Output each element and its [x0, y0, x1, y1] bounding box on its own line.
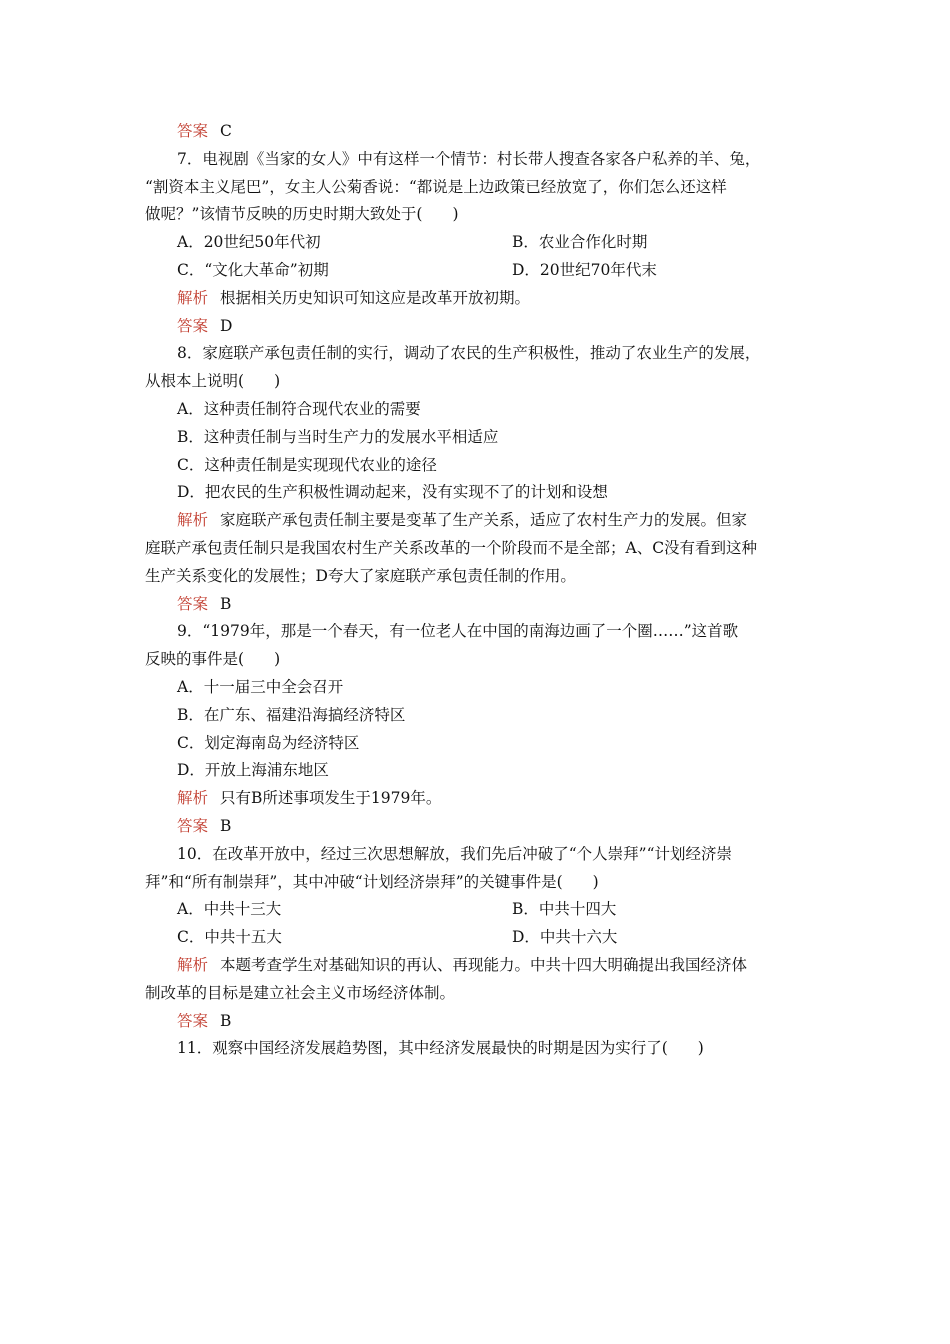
analysis-label: 解析 — [177, 955, 209, 974]
answer-label: 答案 — [177, 594, 209, 613]
q7-options-row-2 — [145, 257, 810, 285]
q8-analysis-line-3: 生产关系变化的发展性；D夸大了家庭联产承包责任制的作用。 — [145, 566, 576, 585]
q9-option-d: D．开放上海浦东地区 — [177, 761, 329, 780]
q8-stem-line-1: 8．家庭联产承包责任制的实行，调动了农民的生产积极性，推动了农业生产的发展， — [177, 344, 761, 363]
q10-analysis-line-1: 解析 本题考查学生对基础知识的再认、再现能力。中共十四大明确提出我国经济体 — [177, 955, 748, 974]
answer-value: B — [220, 816, 232, 835]
q10-answer — [145, 1008, 810, 1036]
q7-stem-line-2: “割资本主义尾巴”，女主人公菊香说：“都说是上边政策已经放宽了，你们怎么还这样 — [145, 177, 727, 196]
q7-stem-line-3: 做呢？”该情节反映的历史时期大致处于( ) — [145, 205, 459, 224]
q6-answer — [145, 118, 810, 146]
q7-option-a: A．20世纪50年代初 — [177, 233, 321, 252]
document-body — [145, 118, 810, 1063]
q7-options-row-1 — [145, 229, 810, 257]
answer-value: D — [220, 316, 233, 335]
q10-option-c: C．中共十五大 — [177, 928, 282, 947]
q7-option-c: C．“文化大革命”初期 — [177, 260, 329, 279]
q10-option-a: A．中共十三大 — [177, 900, 282, 919]
q10-stem-line-2: 拜”和“所有制崇拜”，其中冲破“计划经济崇拜”的关键事件是( ) — [145, 872, 599, 891]
q9-stem-line-1: 9．“1979年，那是一个春天，有一位老人在中国的南海边画了一个圈……”这首歌 — [177, 622, 739, 641]
q8-option-a: A．这种责任制符合现代农业的需要 — [177, 399, 421, 418]
q8-stem-line-2: 从根本上说明( ) — [145, 372, 281, 391]
q9-option-b: B．在广东、福建沿海搞经济特区 — [177, 705, 406, 724]
q7-option-b: B．农业合作化时期 — [512, 233, 648, 252]
q7-answer — [145, 313, 810, 341]
q8-option-c: C．这种责任制是实现现代农业的途径 — [177, 455, 437, 474]
answer-label: 答案 — [177, 816, 209, 835]
q8-option-d: D．把农民的生产积极性调动起来，没有实现不了的计划和设想 — [177, 483, 608, 502]
q9-answer — [145, 813, 810, 841]
q10-analysis-line-2: 制改革的目标是建立社会主义市场经济体制。 — [145, 983, 456, 1002]
q10-options-row-2 — [145, 924, 810, 952]
q9-stem-line-2: 反映的事件是( ) — [145, 650, 281, 669]
analysis-label: 解析 — [177, 789, 209, 808]
answer-value: B — [220, 1011, 232, 1030]
answer-label: 答案 — [177, 316, 209, 335]
q9-analysis: 解析 只有B所述事项发生于1979年。 — [177, 789, 442, 808]
q10-option-b: B．中共十四大 — [512, 900, 617, 919]
q8-analysis-line-1: 解析 家庭联产承包责任制主要是变革了生产关系，适应了农村生产力的发展。但家 — [177, 511, 748, 530]
answer-label: 答案 — [177, 1011, 209, 1030]
q8-analysis-line-2: 庭联产承包责任制只是我国农村生产关系改革的一个阶段而不是全部；A、C没有看到这种 — [145, 538, 758, 557]
q8-answer — [145, 591, 810, 619]
q7-stem-line-1: 7．电视剧《当家的女人》中有这样一个情节：村长带人搜查各家各户私养的羊、兔， — [177, 149, 761, 168]
q10-option-d: D．中共十六大 — [512, 928, 618, 947]
q7-option-d: D．20世纪70年代末 — [512, 260, 657, 279]
q8-option-b: B．这种责任制与当时生产力的发展水平相适应 — [177, 427, 499, 446]
q7-analysis: 解析 根据相关历史知识可知这应是改革开放初期。 — [177, 288, 531, 307]
q11-stem: 11．观察中国经济发展趋势图，其中经济发展最快的时期是因为实行了( ) — [177, 1039, 704, 1058]
q10-options-row-1 — [145, 896, 810, 924]
q10-stem-line-1: 10．在改革开放中，经过三次思想解放，我们先后冲破了“个人崇拜”“计划经济崇 — [177, 844, 732, 863]
answer-value: B — [220, 594, 232, 613]
q9-option-a: A．十一届三中全会召开 — [177, 677, 344, 696]
answer-label: 答案 — [177, 122, 209, 140]
answer-value: C — [220, 122, 232, 140]
analysis-label: 解析 — [177, 288, 209, 307]
q9-option-c: C．划定海南岛为经济特区 — [177, 733, 360, 752]
analysis-label: 解析 — [177, 511, 209, 530]
